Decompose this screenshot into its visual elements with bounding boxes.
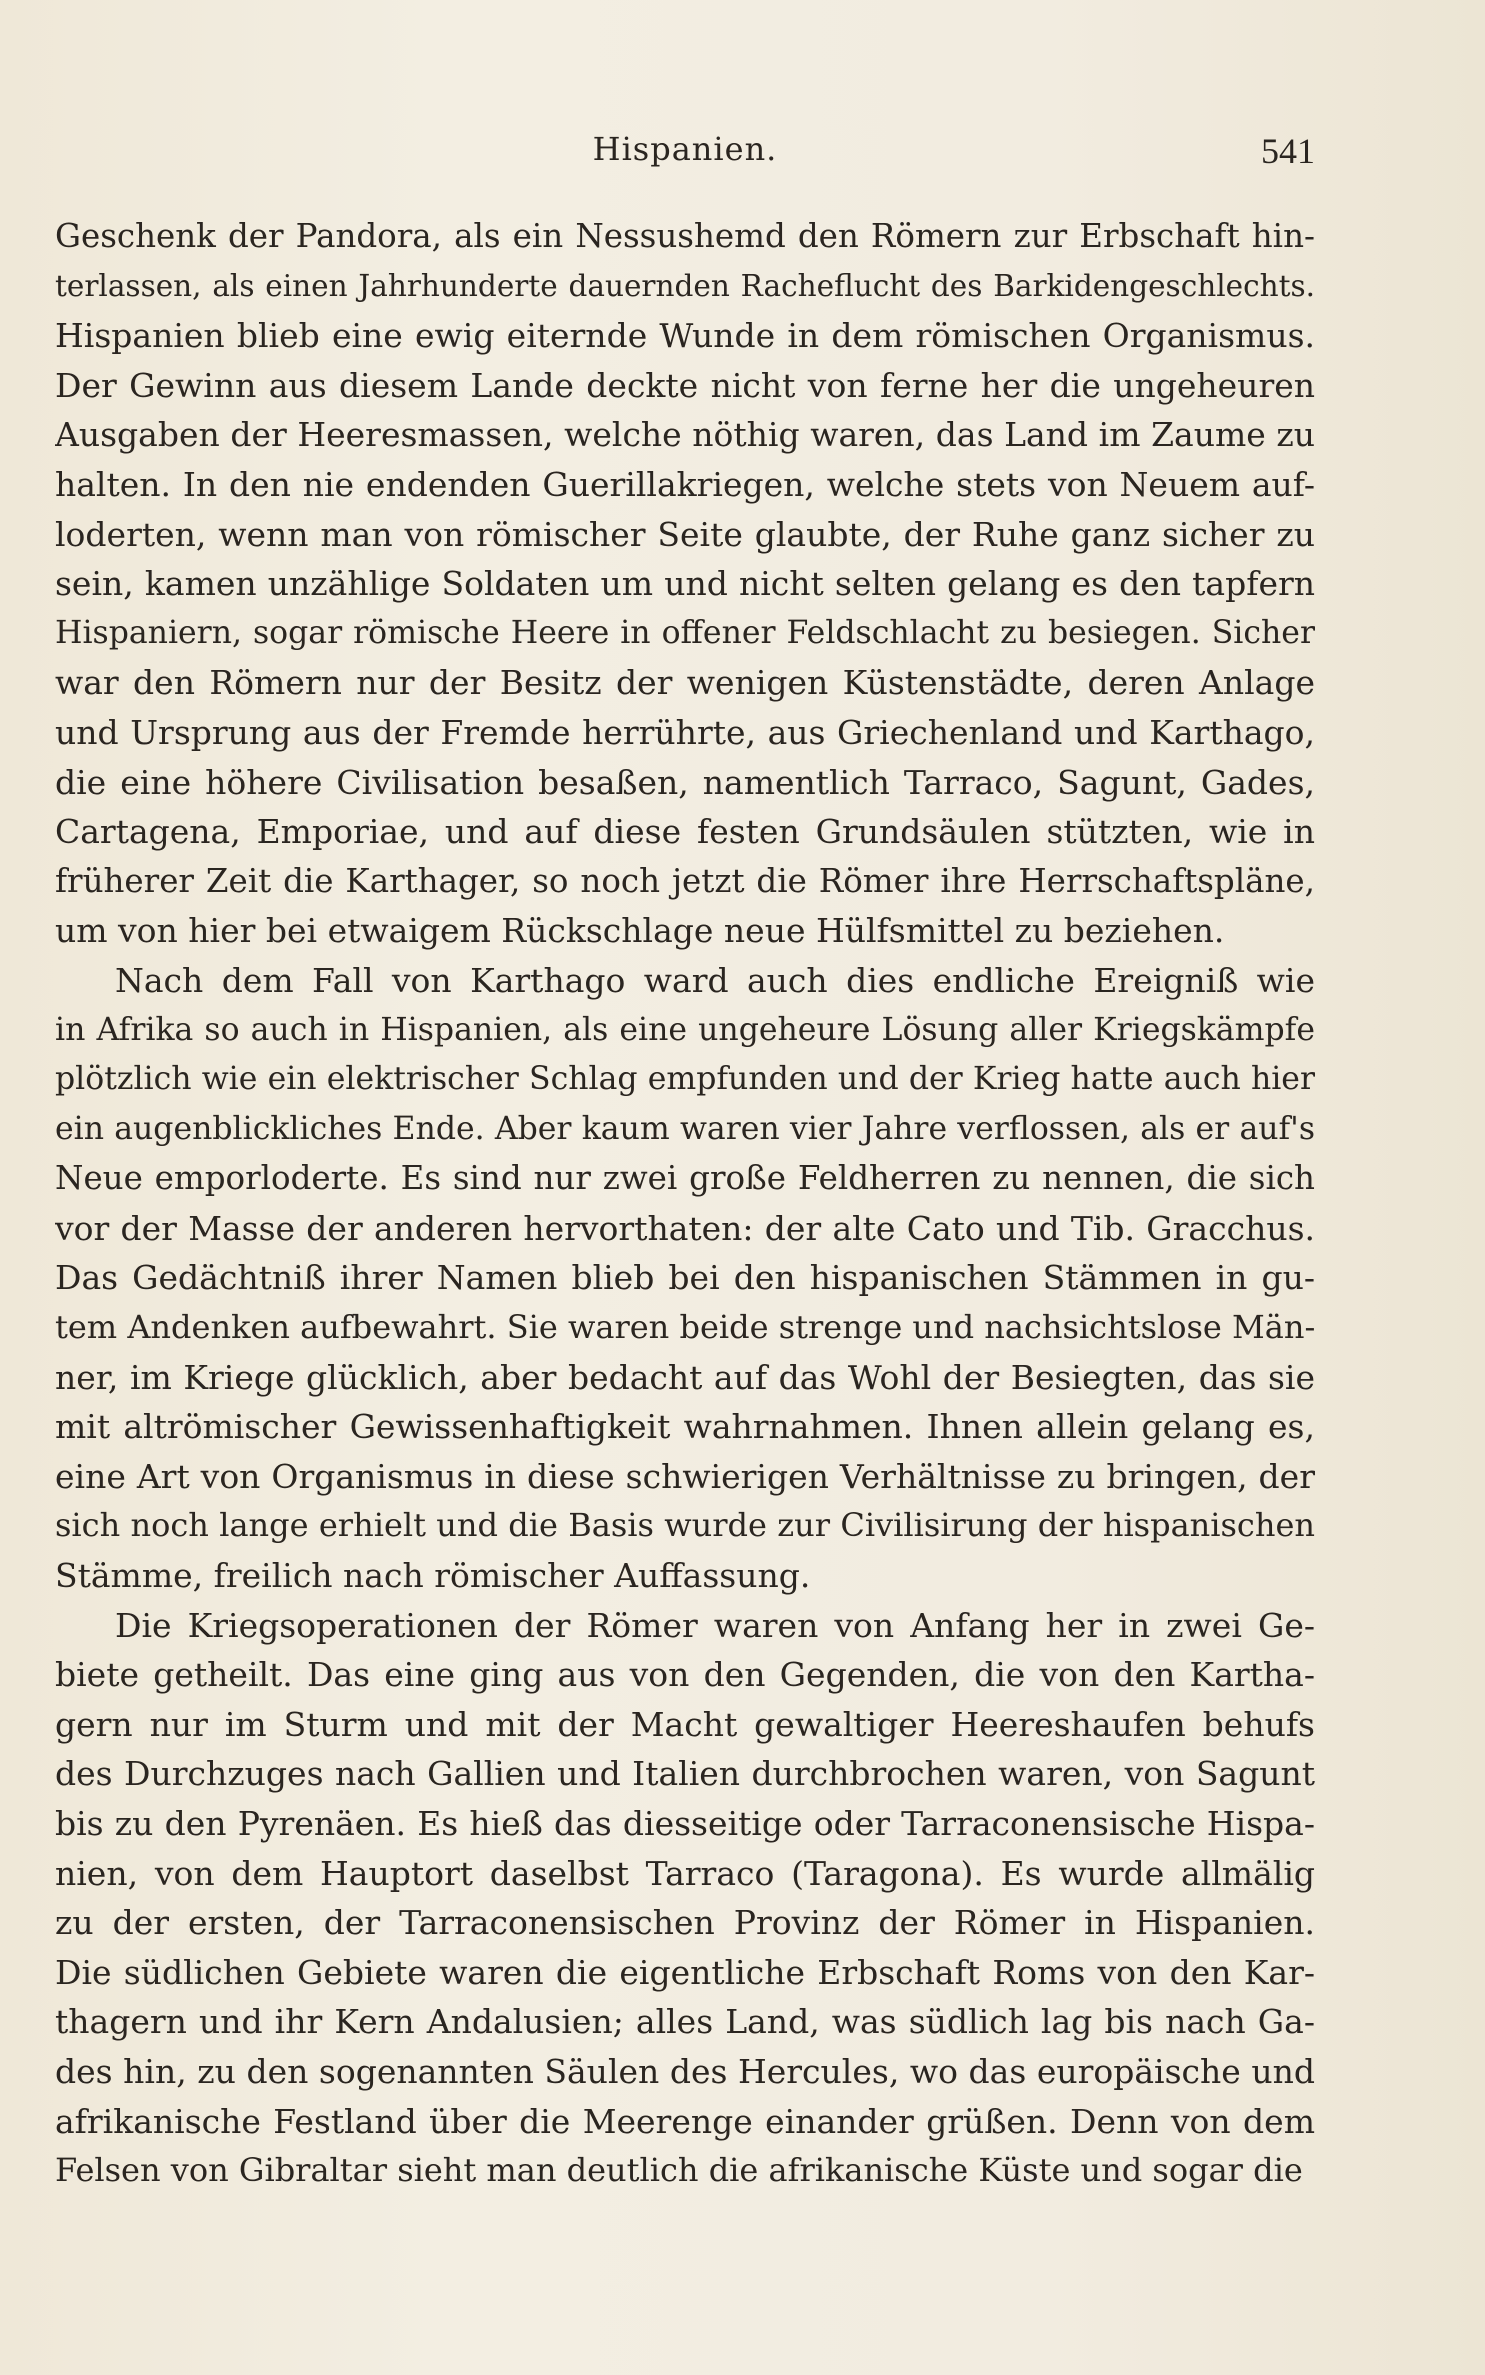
text-line: des hin, zu den sogenannten Säulen des Hercules, wo das europäische und — [55, 2051, 1315, 2091]
text-line: Neue emporloderte. Es sind nur zwei große Feldherren zu nennen, die sich — [55, 1159, 1315, 1198]
text-line: afrikanische Festland über die Meerenge einander grüßen. Denn von dem — [55, 2101, 1315, 2141]
text-line: Nach dem Fall von Karthago ward auch dies endliche Ereigniß wie — [115, 960, 1315, 1000]
text-line: des Durchzuges nach Gallien und Italien durchbrochen waren, von Sagunt — [55, 1754, 1315, 1794]
page-header — [55, 130, 1315, 190]
text-line: um von hier bei etwaigem Rückschlage neue Hülfsmittel zu beziehen. — [55, 911, 1225, 951]
text-line: eine Art von Organismus in diese schwierigen Verhältnisse zu bringen, der — [55, 1456, 1315, 1496]
text-line: früherer Zeit die Karthager, so noch jetzt die Römer ihre Herrschaftspläne, — [55, 861, 1315, 900]
text-line: ner, im Kriege glücklich, aber bedacht auf das Wohl der Besiegten, das sie — [55, 1357, 1315, 1397]
text-line: sich noch lange erhielt und die Basis wurde zur Civilisirung der hispanischen — [55, 1506, 1315, 1545]
text-line: ein augenblickliches Ende. Aber kaum waren vier Jahre verflossen, als er auf's — [55, 1110, 1315, 1147]
text-line: halten. In den nie endenden Guerillakriegen, welche stets von Neuem auf- — [55, 464, 1315, 504]
paragraph — [55, 212, 1315, 956]
page-number: 541 — [1261, 131, 1315, 171]
running-title: Hispanien. — [592, 130, 778, 168]
text-line: und Ursprung aus der Fremde herrührte, aus Griechenland und Karthago, — [55, 712, 1315, 752]
text-line: thagern und ihr Kern Andalusien; alles Land, was südlich lag bis nach Ga- — [55, 2002, 1315, 2042]
text-line: Stämme, freilich nach römischer Auffassung. — [55, 1556, 811, 1596]
text-line: Hispaniern, sogar römische Heere in offener Feldschlacht zu besiegen. Sicher — [55, 614, 1315, 651]
text-line: Felsen von Gibraltar sieht man deutlich die afrikanische Küste und sogar die — [55, 2151, 1303, 2190]
text-line: Der Gewinn aus diesem Lande deckte nicht von ferne her die ungeheuren — [55, 365, 1315, 405]
text-line: Geschenk der Pandora, als ein Nessushemd den Römern zur Erbschaft hin- — [55, 217, 1315, 255]
text-line: bis zu den Pyrenäen. Es hieß das diesseitige oder Tarraconensische Hispa- — [55, 1804, 1315, 1843]
text-line: Das Gedächtniß ihrer Namen blieb bei den hispanischen Stämmen in gu- — [55, 1258, 1315, 1298]
text-line: Ausgaben der Heeresmassen, welche nöthig waren, das Land im Zaume zu — [55, 415, 1315, 455]
text-line: war den Römern nur der Besitz der wenigen Küstenstädte, deren Anlage — [55, 663, 1315, 703]
text-line: zu der ersten, der Tarraconensischen Provinz der Römer in Hispanien. — [55, 1903, 1315, 1943]
text-line: mit altrömischer Gewissenhaftigkeit wahrnahmen. Ihnen allein gelang es, — [55, 1407, 1315, 1447]
paragraph — [55, 956, 1315, 1601]
text-line: in Afrika so auch in Hispanien, als eine ungeheure Lösung aller Kriegskämpfe — [55, 1011, 1315, 1048]
paragraph — [55, 1601, 1315, 2196]
text-line: tem Andenken aufbewahrt. Sie waren beide strenge und nachsichtslose Män- — [55, 1308, 1315, 1347]
text-line: nien, von dem Hauptort daselbst Tarraco (Taragona). Es wurde allmälig — [55, 1853, 1315, 1893]
text-line: vor der Masse der anderen hervorthaten: der alte Cato und Tib. Gracchus. — [55, 1208, 1315, 1248]
text-line: Die südlichen Gebiete waren die eigentliche Erbschaft Roms von den Kar- — [55, 1952, 1315, 1992]
text-line: biete getheilt. Das eine ging aus von den Gegenden, die von den Kartha- — [55, 1655, 1315, 1695]
text-line: sein, kamen unzählige Soldaten um und nicht selten gelang es den tapfern — [55, 564, 1315, 604]
text-line: Hispanien blieb eine ewig eiternde Wunde in dem römischen Organismus. — [55, 316, 1315, 356]
body-text — [55, 212, 1315, 2196]
text-line: plötzlich wie ein elektrischer Schlag empfunden und der Krieg hatte auch hier — [55, 1061, 1315, 1098]
text-line: Die Kriegsoperationen der Römer waren von Anfang her in zwei Ge- — [115, 1605, 1315, 1645]
text-line: Cartagena, Emporiae, und auf diese festen Grundsäulen stützten, wie in — [55, 812, 1315, 852]
text-line: die eine höhere Civilisation besaßen, namentlich Tarraco, Sagunt, Gades, — [55, 762, 1315, 802]
text-line: terlassen, als einen Jahrhunderte dauernden Racheflucht des Barkidengeschlechts. — [55, 268, 1315, 303]
text-line: loderten, wenn man von römischer Seite glaubte, der Ruhe ganz sicher zu — [55, 514, 1315, 554]
text-line: gern nur im Sturm und mit der Macht gewaltiger Heereshaufen behufs — [55, 1704, 1315, 1744]
